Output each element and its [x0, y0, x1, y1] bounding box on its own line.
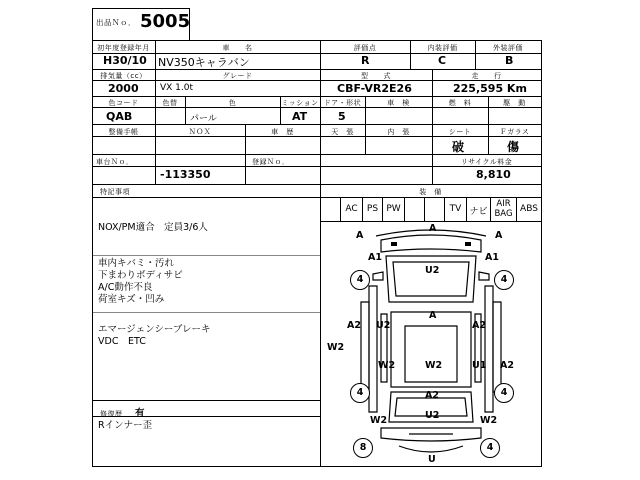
transmission: AT — [292, 110, 308, 123]
windshield-label: Ｆガラス — [499, 128, 530, 136]
damage-mark: U2 — [425, 265, 440, 276]
damage-mark: U — [428, 454, 436, 465]
wheel-mark: 8 — [353, 438, 373, 458]
color: パール — [190, 114, 217, 124]
first-registration: H30/10 — [103, 54, 147, 67]
car-name-label: 車 名 — [222, 44, 253, 52]
lot-number: 5005 — [140, 11, 191, 32]
seat-condition: 破 — [452, 140, 465, 154]
registration-number-label: 登録Ｎｏ． — [252, 158, 290, 166]
damage-mark: W2 — [378, 360, 396, 371]
special-notes-header: 特記事項 — [100, 188, 130, 196]
equipment-pw: PW — [386, 204, 401, 214]
wheel-mark: 4 — [494, 270, 514, 290]
note-emergency-brake: エマージェンシーブレーキ — [98, 324, 211, 335]
note-interior-stain: 車内キバミ・汚れ — [98, 258, 175, 269]
recycle-fee-label: リサイクル料金 — [460, 158, 513, 166]
equipment-abs: ABS — [520, 204, 538, 214]
history-label: 車 歴 — [271, 128, 294, 136]
recycle-fee: 8,810 — [476, 168, 511, 181]
equipment-airbag: AIR BAG — [494, 199, 513, 219]
drive-label: 駆 動 — [503, 99, 526, 107]
car-diagram — [321, 222, 541, 466]
grade: VX 1.0t — [160, 83, 194, 93]
damage-mark: U1 — [472, 360, 487, 371]
wheel-mark: 4 — [494, 383, 514, 403]
transmission-label: ミッション — [281, 99, 319, 107]
chassis-number-label: 車台Ｎｏ． — [96, 158, 134, 166]
score-label: 評価点 — [353, 44, 377, 52]
equipment-header: 装 備 — [419, 188, 442, 196]
damage-mark: A — [429, 310, 437, 321]
car-name: NV350キャラバン — [158, 56, 250, 69]
model-code: CBF-VR2E26 — [337, 82, 412, 95]
damage-mark: A1 — [368, 252, 382, 263]
displacement: 2000 — [108, 82, 139, 95]
equipment-navi: ナビ — [469, 207, 488, 217]
damage-mark: A1 — [485, 252, 499, 263]
score: R — [361, 54, 370, 67]
interior-score: C — [438, 54, 447, 67]
damage-mark: W2 — [370, 415, 388, 426]
headliner-label: 天 張 — [331, 128, 354, 136]
equipment-ps: PS — [366, 204, 379, 214]
damage-mark: W2 — [480, 415, 498, 426]
damage-mark: A — [495, 230, 503, 241]
damage-mark: A — [429, 223, 437, 234]
seat-label: シート — [448, 128, 472, 136]
interior-trim-label: 内 張 — [387, 128, 410, 136]
chassis-number: -113350 — [160, 168, 211, 181]
windshield-condition: 傷 — [507, 140, 520, 154]
doors: 5 — [338, 110, 346, 123]
damage-mark: A2 — [425, 390, 439, 401]
lot-label: 出品Ｎｏ． — [96, 18, 136, 27]
wheel-mark: 4 — [480, 438, 500, 458]
equipment-ac: AC — [345, 204, 358, 214]
mileage: 225,595 Km — [453, 82, 527, 95]
note-vdc-etc: VDC ETC — [98, 336, 146, 347]
displacement-label: 排気量（cc） — [100, 72, 147, 80]
note-ac-fault: A/C動作不良 — [98, 282, 153, 293]
damage-mark: U2 — [376, 320, 391, 331]
damage-mark: A — [356, 230, 364, 241]
wheel-mark: 4 — [350, 383, 370, 403]
grade-label: グレード — [222, 72, 253, 80]
exterior-score: B — [505, 54, 514, 67]
damage-mark: A2 — [472, 320, 486, 331]
inspection-label: 車 検 — [387, 99, 410, 107]
first-registration-label: 初年度登録年月 — [97, 44, 150, 52]
note-nox-capacity: NOX/PM適合 定員3/6人 — [98, 222, 208, 233]
mileage-label: 走 行 — [471, 72, 502, 80]
note-underbody-rust: 下まわりボディサビ — [98, 270, 183, 281]
exterior-score-label: 外装評価 — [493, 44, 523, 52]
repair-history-label: 修復歴 — [100, 410, 123, 418]
equipment-tv: TV — [449, 204, 462, 214]
damage-mark: W2 — [425, 360, 443, 371]
note-cargo-damage: 荷室キズ・凹み — [98, 294, 165, 305]
damage-mark: W2 — [327, 342, 345, 353]
damage-mark: A2 — [500, 360, 514, 371]
wheel-mark: 4 — [350, 270, 370, 290]
damage-mark: A2 — [347, 320, 361, 331]
door-shape-label: ドア・形状 — [323, 99, 362, 107]
fuel-label: 燃 料 — [448, 99, 472, 107]
color-change-label: 色替 — [162, 99, 178, 107]
repair-note: Rインナー歪 — [98, 420, 153, 431]
model-label: 型 式 — [361, 72, 391, 80]
service-book-label: 整備手帳 — [108, 128, 139, 136]
interior-score-label: 内装評価 — [427, 44, 458, 52]
color-label: 色 — [228, 99, 237, 107]
color-code-label: 色コード — [108, 99, 139, 107]
color-code: QAB — [106, 110, 133, 123]
damage-mark: U2 — [425, 410, 440, 421]
nox-label: ＮＯＸ — [188, 128, 212, 136]
repair-history-value: 有 — [135, 408, 145, 419]
